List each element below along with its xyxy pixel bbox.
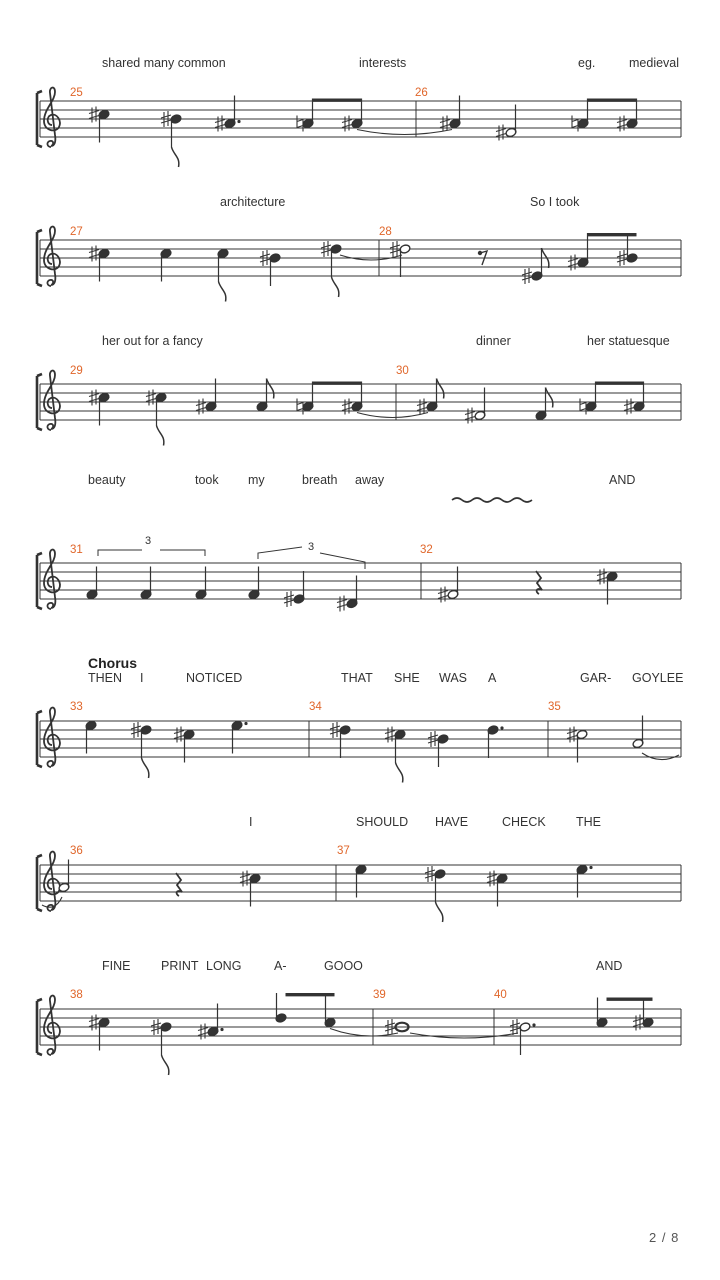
- tuplet-number: 3: [307, 541, 315, 553]
- treble-clef-icon: [44, 227, 60, 286]
- sharp-icon: [342, 399, 352, 415]
- lyric: I: [249, 815, 253, 829]
- sharp-icon: [240, 871, 250, 887]
- treble-clef-path: [44, 708, 60, 767]
- beam: [596, 382, 644, 385]
- measure-number: 30: [396, 365, 409, 377]
- dot: [589, 866, 592, 869]
- lyric: architecture: [220, 195, 286, 209]
- beam: [313, 99, 362, 102]
- dot: [532, 1023, 535, 1026]
- sharp-icon: [89, 1015, 99, 1031]
- measure-number: 36: [70, 845, 83, 857]
- dot: [237, 120, 240, 123]
- treble-clef-icon: [44, 371, 60, 430]
- measure-number: 28: [379, 226, 392, 238]
- sharp-icon: [89, 107, 99, 123]
- dot: [220, 1028, 223, 1031]
- eighth-flag: [162, 1055, 169, 1075]
- lyric: GOOO: [324, 959, 363, 973]
- lyric: NOTICED: [186, 671, 243, 685]
- lyric: breath: [302, 473, 338, 487]
- sharp-icon: [385, 727, 395, 743]
- treble-clef-path: [44, 227, 60, 286]
- beam: [607, 998, 653, 1001]
- lyric: her statuesque: [587, 334, 670, 348]
- lyric: FINE: [102, 959, 131, 973]
- sharp-icon: [198, 1024, 208, 1040]
- page-number: 2 / 8: [649, 1230, 680, 1245]
- lyric: CHECK: [502, 815, 546, 829]
- tie: [410, 1033, 518, 1038]
- treble-clef-path: [44, 371, 60, 430]
- measure-number: 31: [70, 544, 83, 556]
- lyric: beauty: [88, 473, 126, 487]
- lyric: AND: [609, 473, 636, 487]
- dot: [244, 722, 247, 725]
- treble-clef-path: [44, 996, 60, 1055]
- lyric: HAVE: [435, 815, 469, 829]
- lyric: I: [140, 671, 144, 685]
- beam: [588, 99, 637, 102]
- lyric: shared many common: [102, 56, 226, 70]
- treble-clef-icon: [44, 88, 60, 147]
- eighth-flag: [267, 379, 274, 399]
- lyric: THE: [576, 815, 601, 829]
- treble-clef-icon: [44, 852, 60, 911]
- lyric: her out for a fancy: [102, 334, 203, 348]
- lyric: dinner: [476, 334, 511, 348]
- lyric: So I took: [530, 195, 580, 209]
- measure-number: 37: [337, 845, 350, 857]
- sharp-icon: [567, 727, 577, 743]
- measure-number: 25: [70, 87, 83, 99]
- measure-number: 27: [70, 226, 83, 238]
- trill-line-icon: [452, 498, 532, 502]
- sharp-icon: [624, 399, 634, 415]
- sharp-icon: [438, 587, 448, 603]
- beam: [286, 993, 335, 996]
- lyric: A-: [274, 959, 287, 973]
- lyric: took: [195, 473, 219, 487]
- natural-icon: [297, 399, 303, 415]
- dot: [500, 726, 503, 729]
- tuplet-bracket: [98, 550, 205, 556]
- lyric: eg.: [578, 56, 596, 70]
- eighth-flag: [157, 426, 164, 446]
- treble-clef-path: [44, 550, 60, 609]
- measure-number: 39: [373, 989, 386, 1001]
- lyric: GAR-: [580, 671, 612, 685]
- lyric: GOYLEE: [632, 671, 684, 685]
- sharp-icon: [196, 399, 206, 415]
- eighth-flag: [546, 388, 553, 408]
- natural-icon: [297, 116, 303, 132]
- sharp-icon: [568, 255, 578, 271]
- section-label: Chorus: [88, 655, 137, 671]
- lyric: WAS: [439, 671, 468, 685]
- tie: [357, 130, 452, 135]
- lyric: away: [355, 473, 385, 487]
- measure-number: 40: [494, 989, 507, 1001]
- sharp-icon: [89, 390, 99, 406]
- natural-icon: [580, 399, 586, 415]
- sharp-icon: [440, 116, 450, 132]
- measure-number: 26: [415, 87, 428, 99]
- tuplet-number: 3: [144, 535, 152, 547]
- natural-icon: [572, 116, 578, 132]
- sharp-icon: [617, 116, 627, 132]
- eighth-flag: [219, 282, 226, 302]
- lyric: SHOULD: [356, 815, 409, 829]
- eighth-flag: [396, 763, 403, 783]
- measure-number: 38: [70, 989, 83, 1001]
- sharp-icon: [496, 125, 506, 141]
- sharp-icon: [337, 596, 347, 612]
- eighth-flag: [142, 758, 149, 778]
- eighth-flag: [436, 902, 443, 922]
- quarter-rest-icon: [176, 873, 182, 896]
- eighth-flag: [172, 147, 179, 167]
- treble-clef-icon: [44, 996, 60, 1055]
- measure-number: 33: [70, 701, 83, 713]
- treble-clef-icon: [44, 708, 60, 767]
- measure-number: 32: [420, 544, 433, 556]
- lyric: PRINT: [161, 959, 199, 973]
- quarter-rest-icon: [536, 571, 542, 594]
- eighth-flag: [437, 379, 444, 399]
- lyric: THEN: [88, 671, 123, 685]
- lyric: THAT: [341, 671, 373, 685]
- sharp-icon: [146, 390, 156, 406]
- beam: [313, 382, 362, 385]
- sharp-icon: [597, 569, 607, 585]
- lyric: AND: [596, 959, 623, 973]
- measure-number: 29: [70, 365, 83, 377]
- eighth-flag: [332, 277, 339, 297]
- beam: [588, 233, 637, 236]
- sharp-icon: [215, 116, 225, 132]
- lyric: medieval: [629, 56, 680, 70]
- lyric: SHE: [394, 671, 420, 685]
- measure-number: 35: [548, 701, 561, 713]
- sharp-icon: [174, 727, 184, 743]
- lyric: my: [248, 473, 265, 487]
- tie: [357, 413, 428, 418]
- treble-clef-icon: [44, 550, 60, 609]
- sharp-icon: [417, 399, 427, 415]
- measure-number: 34: [309, 701, 322, 713]
- treble-clef-path: [44, 852, 60, 911]
- lyric: interests: [359, 56, 407, 70]
- tie: [642, 753, 679, 760]
- sharp-icon: [89, 246, 99, 262]
- sharp-icon: [342, 116, 352, 132]
- treble-clef-path: [44, 88, 60, 147]
- sharp-icon: [465, 408, 475, 424]
- sharp-icon: [633, 1015, 643, 1031]
- sharp-icon: [487, 871, 497, 887]
- lyric: A: [488, 671, 497, 685]
- lyric: LONG: [206, 959, 242, 973]
